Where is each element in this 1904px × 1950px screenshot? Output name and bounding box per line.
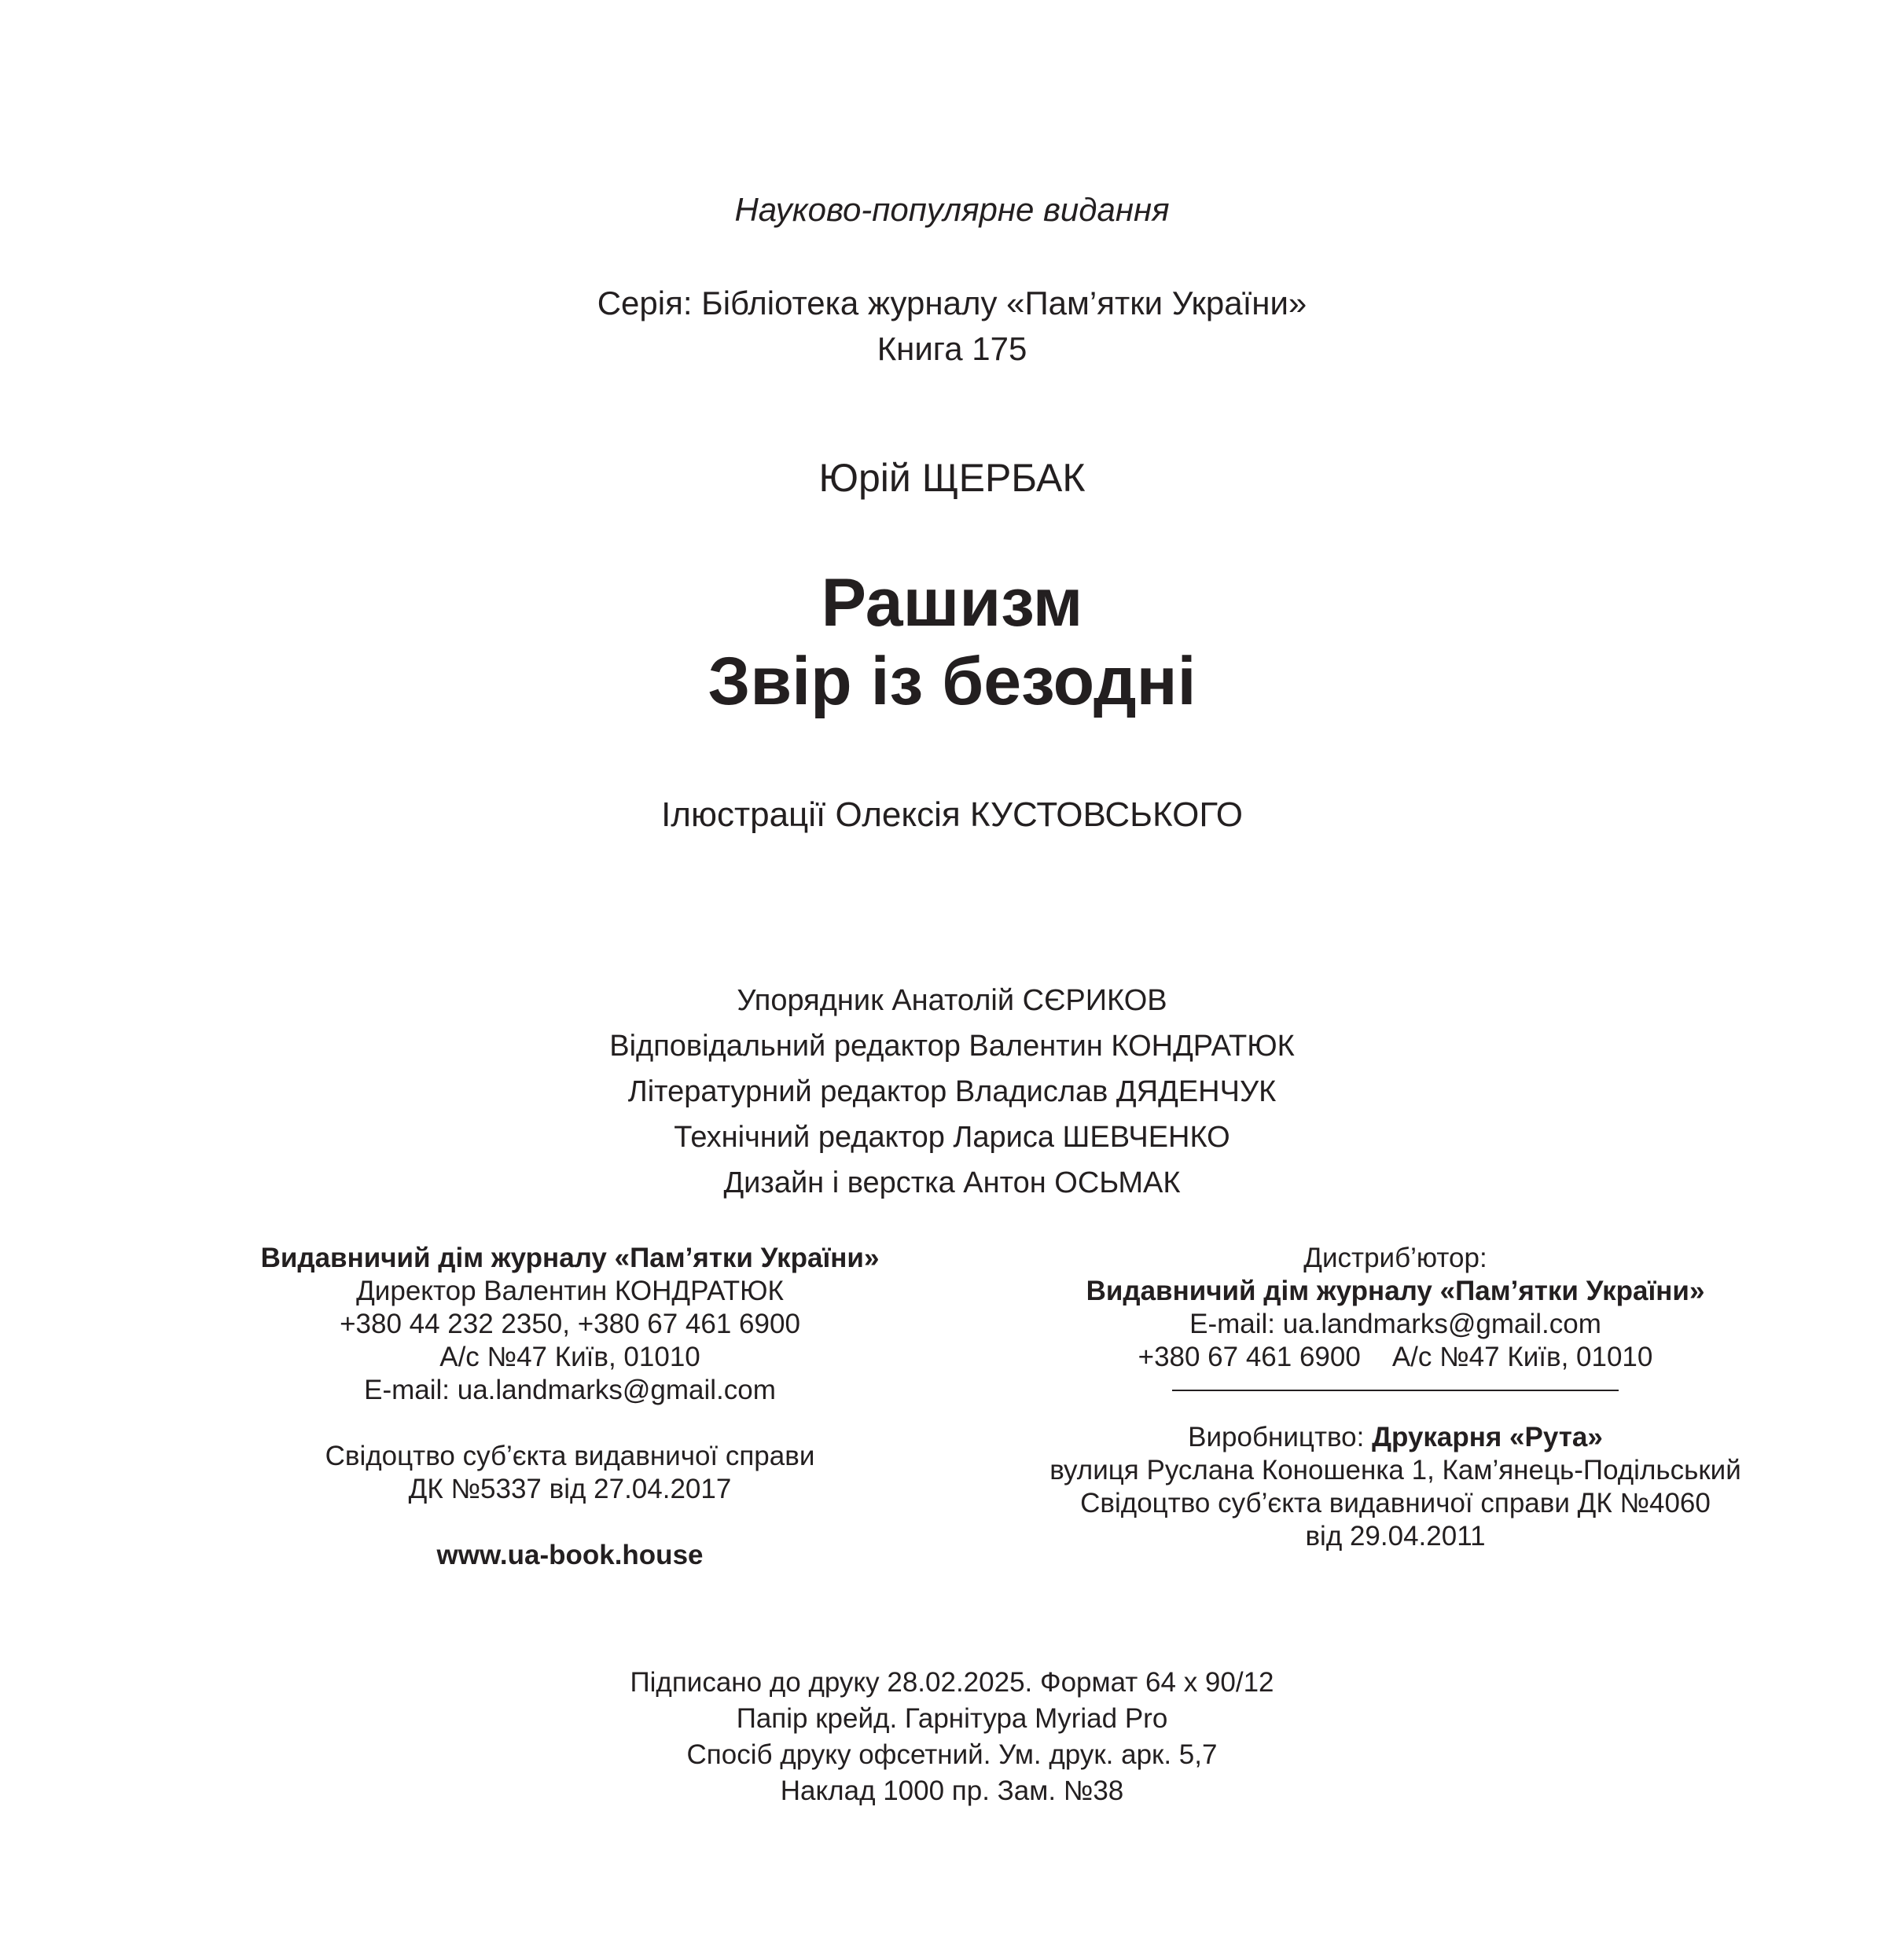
credit-compiler: Упорядник Анатолій СЄРИКОВ xyxy=(737,984,1167,1017)
distributor-label: Дистриб’ютор: xyxy=(1303,1243,1487,1273)
book-number: Книга 175 xyxy=(877,330,1027,367)
credit-design-layout: Дизайн і верстка Антон ОСЬМАК xyxy=(723,1166,1181,1199)
distributor-email: E-mail: ua.landmarks@gmail.com xyxy=(1189,1309,1601,1339)
author-name: Юрій ЩЕРБАК xyxy=(818,456,1086,500)
production-printer: Друкарня «Рута» xyxy=(1372,1422,1603,1452)
publisher-website: www.ua-book.house xyxy=(436,1540,704,1570)
publisher-director: Директор Валентин КОНДРАТЮК xyxy=(356,1276,784,1306)
publisher-phones: +380 44 232 2350, +380 67 461 6900 xyxy=(340,1309,800,1339)
print-info-signed: Підписано до друку 28.02.2025. Формат 64 х 90/12 xyxy=(630,1667,1274,1698)
production-certificate: Свідоцтво суб’єкта видавничої справи ДК №4060 xyxy=(1080,1488,1711,1519)
distributor-contacts xyxy=(991,1341,1800,1374)
production-date: від 29.04.2011 xyxy=(1305,1521,1486,1552)
edition-type: Науково-популярне видання xyxy=(734,191,1170,228)
title-line-2: Звір із безодні xyxy=(708,644,1196,719)
publisher-block xyxy=(204,1242,935,1572)
publisher-certificate-line1: Свідоцтво суб’єкта видавничої справи xyxy=(325,1441,815,1471)
distributor-address: А/с №47 Київ, 01010 xyxy=(1391,1342,1653,1372)
print-info-method: Спосіб друку офсетний. Ум. друк. арк. 5,7 xyxy=(686,1739,1218,1770)
title-line-1: Рашизм xyxy=(821,565,1083,641)
production-label: Виробництво: xyxy=(1188,1422,1373,1452)
print-info-run: Наклад 1000 пр. Зам. №38 xyxy=(780,1776,1124,1806)
distributor-block xyxy=(991,1242,1800,1553)
distributor-name: Видавничий дім журналу «Пам’ятки України» xyxy=(1086,1276,1705,1306)
illustrations-credit: Ілюстрації Олексія КУСТОВСЬКОГО xyxy=(661,795,1243,834)
production-line xyxy=(991,1421,1800,1454)
credit-technical-editor: Технічний редактор Лариса ШЕВЧЕНКО xyxy=(674,1121,1230,1154)
print-info-paper: Папір крейд. Гарнітура Myriad Pro xyxy=(736,1703,1168,1734)
credit-executive-editor: Відповідальний редактор Валентин КОНДРАТЮК xyxy=(609,1030,1295,1063)
divider-rule xyxy=(1172,1390,1619,1391)
publisher-email: E-mail: ua.landmarks@gmail.com xyxy=(364,1375,776,1405)
credit-literary-editor: Літературний редактор Владислав ДЯДЕНЧУК xyxy=(627,1075,1277,1108)
distributor-phone: +380 67 461 6900 xyxy=(1138,1342,1361,1372)
publisher-name: Видавничий дім журналу «Пам’ятки України» xyxy=(260,1243,880,1273)
publisher-address: А/с №47 Київ, 01010 xyxy=(439,1342,700,1372)
book-title xyxy=(0,564,1904,721)
production-street: вулиця Руслана Коношенка 1, Кам’янець-Подільський xyxy=(1049,1455,1741,1485)
publisher-certificate-line2: ДК №5337 від 27.04.2017 xyxy=(408,1474,732,1504)
series-line: Серія: Бібліотека журналу «Пам’ятки України» xyxy=(597,285,1307,321)
